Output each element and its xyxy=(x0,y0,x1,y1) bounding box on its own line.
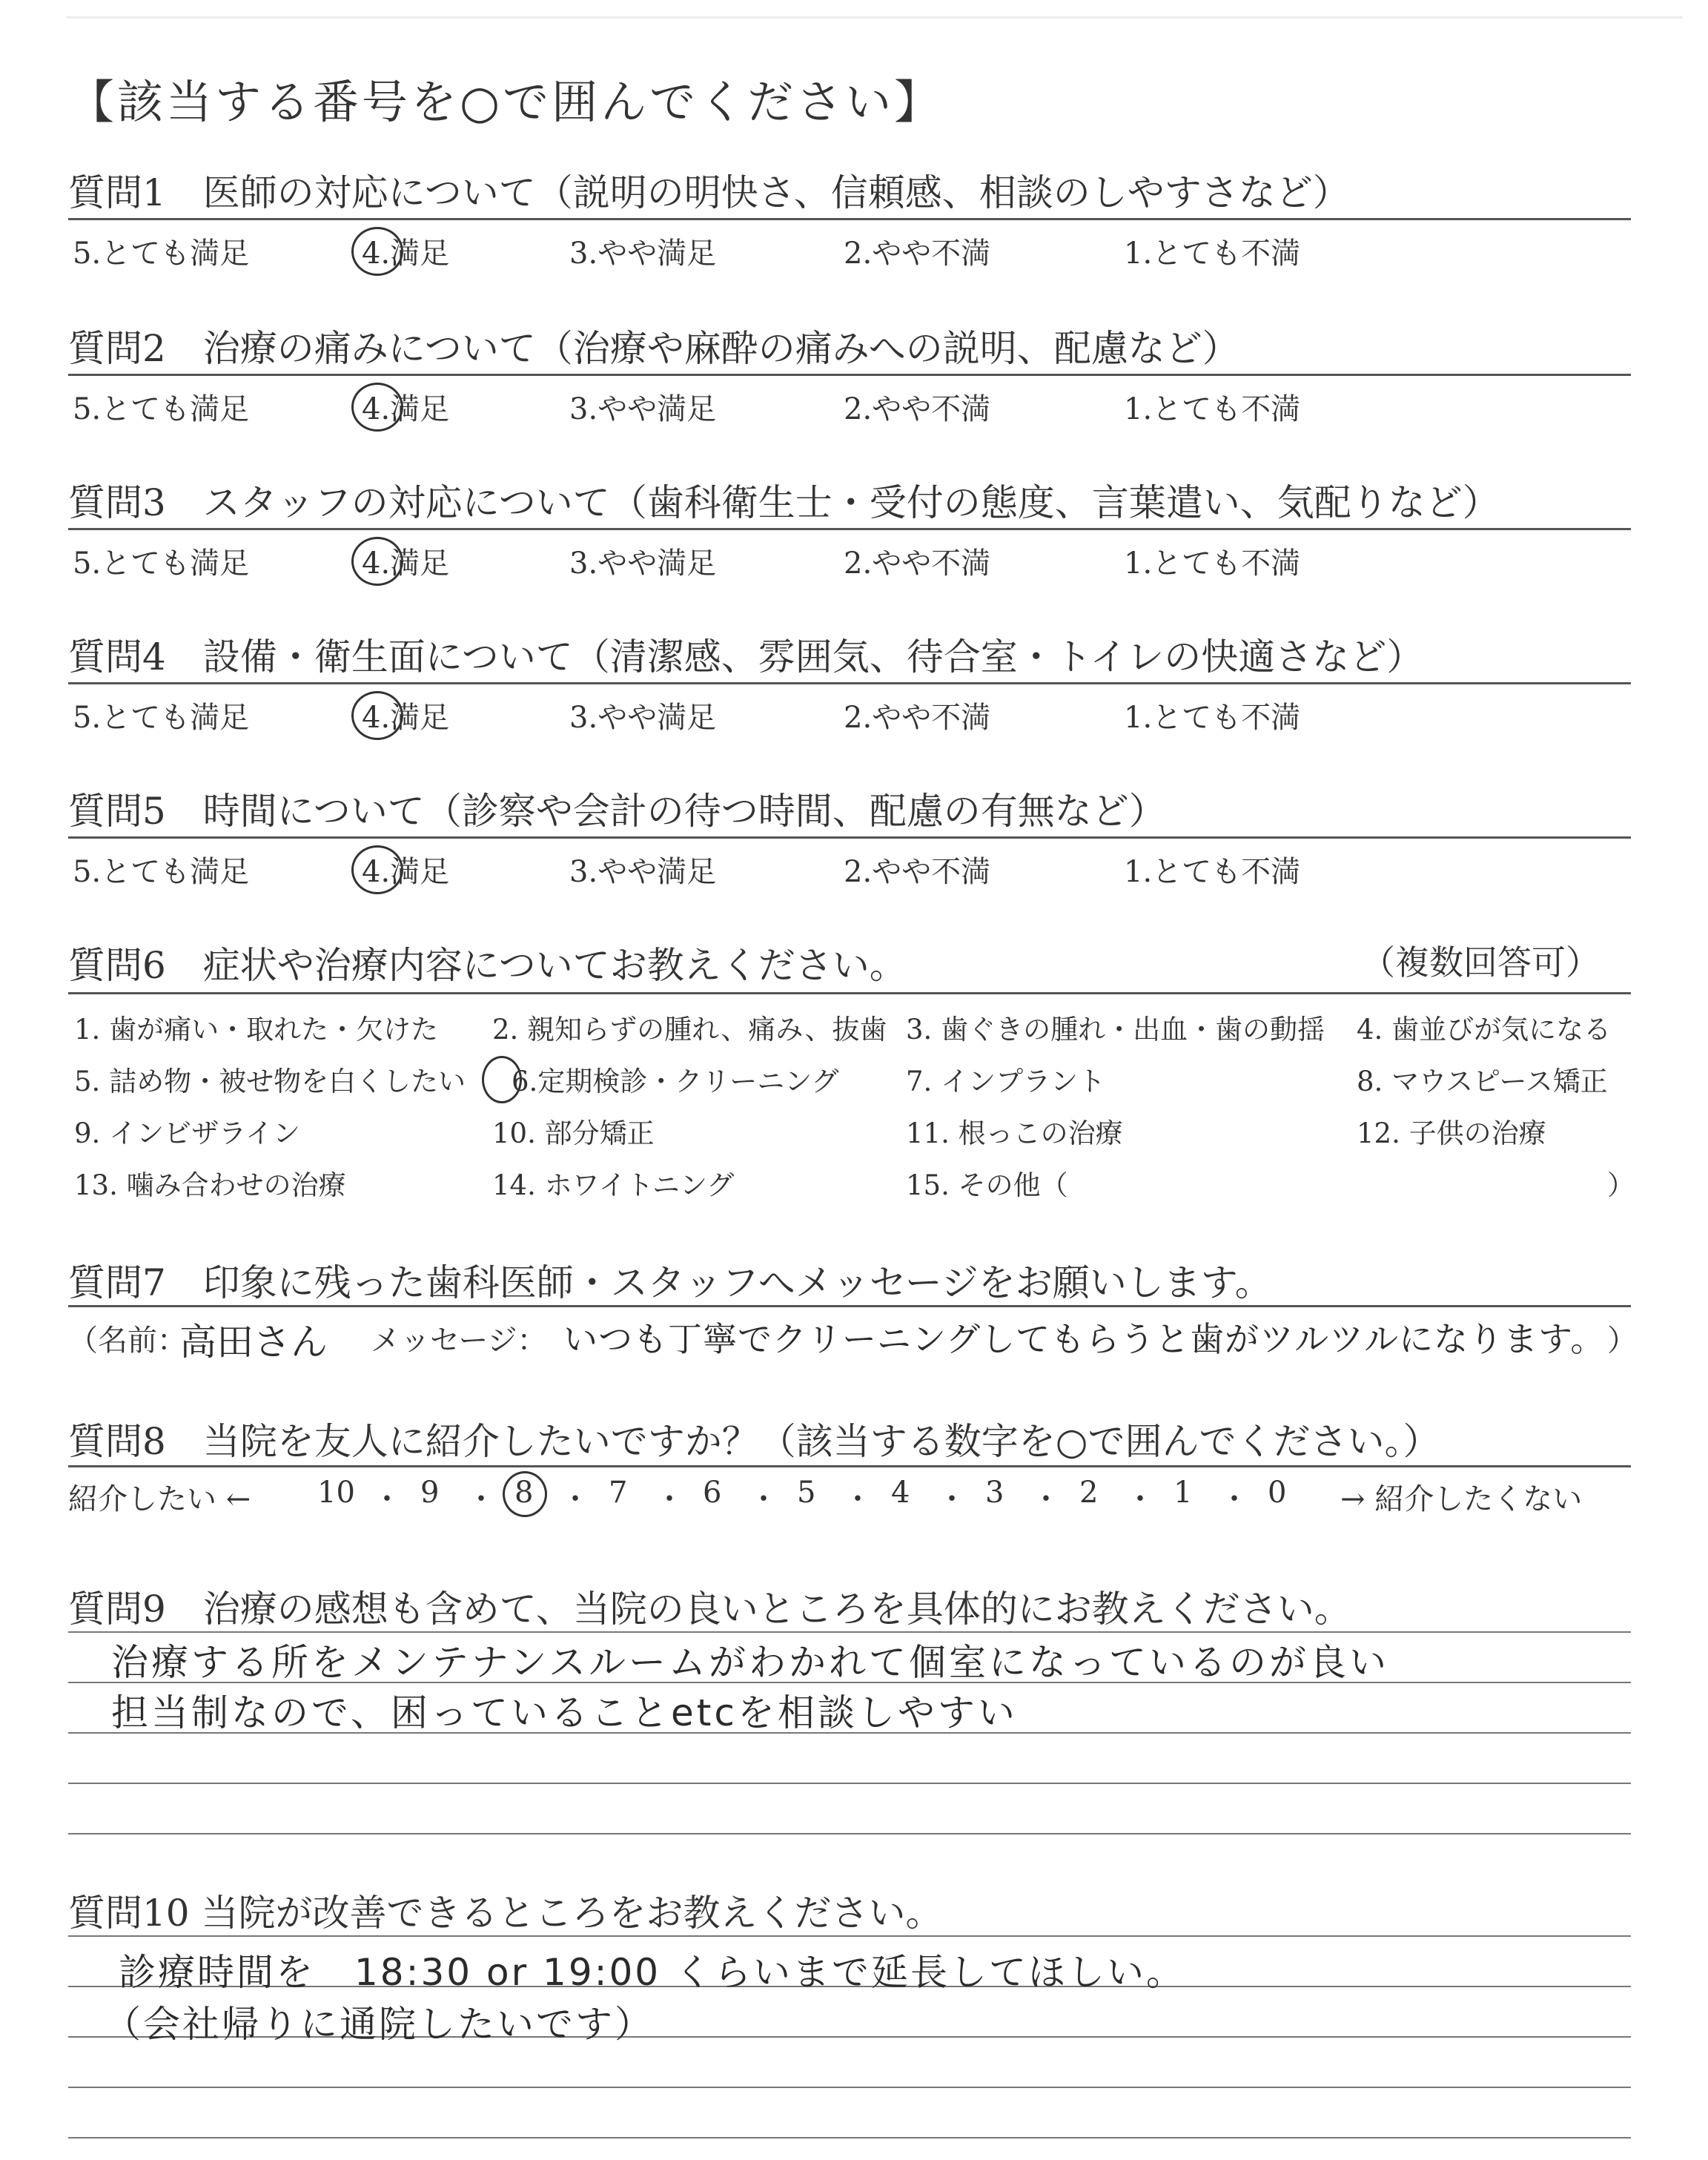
q9-answer-line-2: 担当制なので、困っていることetcを相談しやすい xyxy=(111,1691,1018,1734)
q3-option-3[interactable]: 3.やや満足 xyxy=(569,546,717,581)
q8-selection-circle xyxy=(503,1471,547,1517)
q8-scale-0[interactable]: 0 xyxy=(1268,1476,1287,1510)
q5-option-4[interactable]: 4.満足 xyxy=(362,855,450,889)
q7-title: 質問7 印象に残った歯科医師・スタッフへメッセージをお願いします。 xyxy=(68,1261,1272,1304)
q8-scale-separator: ・ xyxy=(749,1482,778,1516)
q5-option-5[interactable]: 5.とても満足 xyxy=(73,855,250,889)
q8-scale-6[interactable]: 6 xyxy=(703,1476,722,1510)
q9-line-5 xyxy=(68,1833,1631,1834)
q6-option-3[interactable]: 3. 歯ぐきの腫れ・出血・歯の動揺 xyxy=(906,1014,1325,1046)
q2-option-5[interactable]: 5.とても満足 xyxy=(73,392,250,426)
q1-option-1[interactable]: 1.とても不満 xyxy=(1124,237,1301,271)
q6-option-7[interactable]: 7. インプラント xyxy=(906,1066,1106,1097)
q8-scale-separator: ・ xyxy=(1219,1482,1249,1516)
q2-option-2[interactable]: 2.やや不満 xyxy=(844,392,991,426)
q8-scale-9[interactable]: 9 xyxy=(420,1476,440,1510)
q6-selection-circle xyxy=(482,1056,522,1103)
q10-line-5 xyxy=(68,2137,1631,2138)
q6-option-10[interactable]: 10. 部分矯正 xyxy=(492,1117,655,1149)
q9-line-4 xyxy=(68,1783,1631,1784)
q8-scale-separator: ・ xyxy=(560,1482,590,1516)
q8-scale-separator: ・ xyxy=(372,1482,402,1516)
q4-option-3[interactable]: 3.やや満足 xyxy=(569,701,717,735)
q6-option-2[interactable]: 2. 親知らずの腫れ、痛み、抜歯 xyxy=(492,1014,887,1046)
q1-selection-circle xyxy=(351,227,403,276)
q6-option-8[interactable]: 8. マウスピース矯正 xyxy=(1357,1066,1608,1097)
q8-scale-separator: ・ xyxy=(1125,1482,1155,1516)
q2-option-1[interactable]: 1.とても不満 xyxy=(1124,392,1301,426)
q6-title: 質問6 症状や治療内容についてお教えください。 xyxy=(68,944,907,987)
q1-option-2[interactable]: 2.やや不満 xyxy=(844,237,991,271)
q10-answer-line-1: 診療時間を 18:30 or 19:00 くらいまで延長してほしい。 xyxy=(119,1951,1186,1994)
q2-selection-circle xyxy=(351,383,403,432)
top-border xyxy=(67,16,1683,19)
q8-scale-1[interactable]: 1 xyxy=(1174,1476,1193,1510)
q1-rule xyxy=(68,218,1631,220)
q6-option-15[interactable]: 15. その他（ xyxy=(906,1169,1068,1201)
q6-option-6[interactable]: 6.定期検診・クリーニング xyxy=(512,1066,839,1097)
q5-option-2[interactable]: 2.やや不満 xyxy=(844,855,991,889)
q8-scale-7[interactable]: 7 xyxy=(609,1476,628,1510)
q5-rule xyxy=(68,836,1631,839)
q6-rule xyxy=(68,992,1631,994)
page-title: 【該当する番号を○で囲んでください】 xyxy=(68,75,944,129)
q8-scale-separator: ・ xyxy=(466,1482,496,1516)
q5-title: 質問5 時間について（診察や会計の待つ時間、配慮の有無など） xyxy=(68,790,1166,833)
q6-option-9[interactable]: 9. インビザライン xyxy=(74,1117,300,1149)
q8-scale-2[interactable]: 2 xyxy=(1079,1476,1099,1510)
q10-line-1 xyxy=(68,1935,1631,1937)
q8-scale-4[interactable]: 4 xyxy=(891,1476,910,1510)
q3-option-2[interactable]: 2.やや不満 xyxy=(844,546,991,581)
q10-title: 質問10 当院が改善できるところをお教えください。 xyxy=(68,1892,943,1935)
q4-rule xyxy=(68,682,1631,684)
q8-left-label: 紹介したい ← xyxy=(68,1482,251,1516)
q2-option-4[interactable]: 4.満足 xyxy=(362,392,450,426)
q3-title: 質問3 スタッフの対応について（歯科衛生士・受付の態度、言葉遣い、気配りなど） xyxy=(68,481,1500,524)
q4-option-4[interactable]: 4.満足 xyxy=(362,701,450,735)
q1-option-5[interactable]: 5.とても満足 xyxy=(73,237,250,271)
q6-option-14[interactable]: 14. ホワイトニング xyxy=(492,1169,735,1201)
q4-option-2[interactable]: 2.やや不満 xyxy=(844,701,991,735)
q9-title: 質問9 治療の感想も含めて、当院の良いところを具体的にお教えください。 xyxy=(68,1588,1351,1631)
q6-option-5[interactable]: 5. 詰め物・被せ物を白くしたい xyxy=(74,1066,466,1097)
q4-option-1[interactable]: 1.とても不満 xyxy=(1124,701,1301,735)
q2-option-3[interactable]: 3.やや満足 xyxy=(569,392,717,426)
q8-scale-separator: ・ xyxy=(1031,1482,1061,1516)
q2-title: 質問2 治療の痛みについて（治療や麻酔の痛みへの説明、配慮など） xyxy=(68,327,1239,370)
q1-title: 質問1 医師の対応について（説明の明快さ、信頼感、相談のしやすさなど） xyxy=(68,171,1350,214)
q5-option-1[interactable]: 1.とても不満 xyxy=(1124,855,1301,889)
q10-line-4 xyxy=(68,2087,1631,2088)
q7-message-label: メッセージ： xyxy=(371,1324,547,1358)
q8-scale-separator: ・ xyxy=(655,1482,684,1516)
q1-option-4[interactable]: 4.満足 xyxy=(362,237,450,271)
q6-option-4[interactable]: 4. 歯並びが気になる xyxy=(1357,1014,1612,1046)
q5-selection-circle xyxy=(351,845,403,894)
q4-option-5[interactable]: 5.とても満足 xyxy=(73,701,250,735)
q8-scale-5[interactable]: 5 xyxy=(797,1476,816,1510)
q8-right-label: → 紹介したくない xyxy=(1340,1482,1583,1516)
q8-rule xyxy=(68,1465,1631,1467)
q6-option-11[interactable]: 11. 根っこの治療 xyxy=(906,1117,1123,1149)
q3-option-4[interactable]: 4.満足 xyxy=(362,546,450,581)
q8-title: 質問8 当院を友人に紹介したいですか？（該当する数字を○で囲んでください。） xyxy=(68,1420,1440,1463)
q3-option-5[interactable]: 5.とても満足 xyxy=(73,546,250,581)
q1-option-3[interactable]: 3.やや満足 xyxy=(569,237,717,271)
q6-option-12[interactable]: 12. 子供の治療 xyxy=(1357,1117,1546,1149)
q6-option-13[interactable]: 13. 噛み合わせの治療 xyxy=(74,1169,346,1201)
q7-close: ） xyxy=(1607,1324,1637,1358)
q7-name-value: 高田さん xyxy=(179,1321,328,1364)
q7-name-label: （名前： xyxy=(68,1324,187,1358)
q4-selection-circle xyxy=(351,691,403,740)
q8-scale-8[interactable]: 8 xyxy=(514,1476,534,1510)
q3-selection-circle xyxy=(351,537,403,586)
q2-rule xyxy=(68,374,1631,376)
q8-scale-10[interactable]: 10 xyxy=(317,1476,355,1510)
q10-answer-line-2: （会社帰りに通院したいです） xyxy=(104,2003,654,2046)
q6-note: （複数回答可） xyxy=(1361,942,1600,982)
q7-message-value: いつも丁寧でクリーニングしてもらうと歯がツルツルになります。 xyxy=(563,1319,1606,1359)
q3-rule xyxy=(68,528,1631,530)
q6-option-16[interactable]: ） xyxy=(1607,1169,1635,1201)
q3-option-1[interactable]: 1.とても不満 xyxy=(1124,546,1301,581)
q4-title: 質問4 設備・衛生面について（清潔感、雰囲気、待合室・トイレの快適さなど） xyxy=(68,635,1424,678)
q9-answer-line-1: 治療する所をメンテナンスルームがわかれて個室になっているのが良い xyxy=(111,1641,1389,1684)
q8-scale-separator: ・ xyxy=(843,1482,873,1516)
q8-scale-3[interactable]: 3 xyxy=(985,1476,1004,1510)
q8-scale-separator: ・ xyxy=(937,1482,967,1516)
q6-option-1[interactable]: 1. 歯が痛い・取れた・欠けた xyxy=(74,1014,439,1046)
q5-option-3[interactable]: 3.やや満足 xyxy=(569,855,717,889)
q7-rule xyxy=(68,1305,1631,1307)
